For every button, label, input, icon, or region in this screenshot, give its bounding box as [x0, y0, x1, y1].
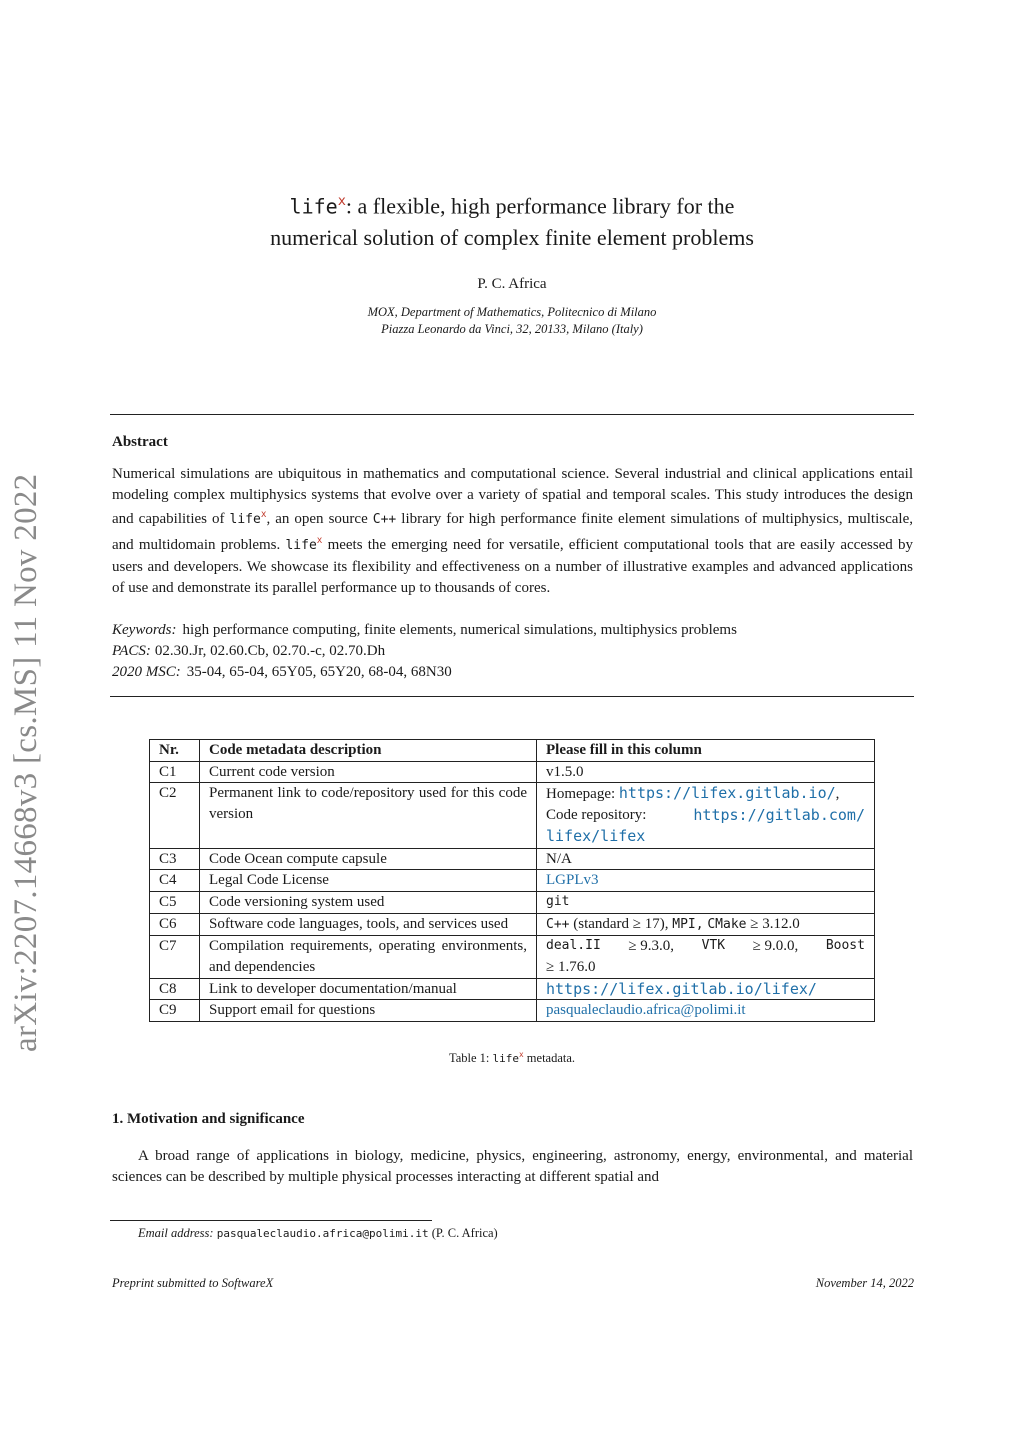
- table-header-row: [150, 740, 875, 762]
- metadata-table: [149, 739, 875, 1022]
- table-row: [150, 761, 875, 783]
- lifex-name: life: [492, 1052, 519, 1066]
- abstract-text-4: meets the emerging need for versatile, efficient computational tools that are easily accessed by users and developers. We showcase its flexibility and effectiveness on a number of illustrative examples and advanced applications of use and demonstrate its parallel performance up to thousands of cores.: [112, 537, 913, 596]
- table-row: [150, 848, 875, 870]
- title-lib-sup: x: [337, 193, 346, 209]
- row-value: Homepage: https://lifex.gitlab.io/, Code repository: https://gitlab.com/ lifex/lifex: [537, 783, 875, 848]
- table-header: Please fill in this column: [537, 740, 875, 762]
- row-nr: C8: [150, 978, 200, 1000]
- tool-cmake: CMake: [707, 916, 747, 932]
- row-desc: Current code version: [200, 761, 537, 783]
- row-desc: Code versioning system used: [200, 891, 537, 913]
- homepage-link[interactable]: https://lifex.gitlab.io/: [618, 784, 836, 803]
- preprint-date: November 14, 2022: [815, 1276, 914, 1290]
- license-link[interactable]: LGPLv3: [537, 870, 875, 892]
- abstract-text-3: library for high performance finite element simulations of multiphysics, multiscale, and multidomain problems.: [112, 511, 913, 554]
- row-nr: C3: [150, 848, 200, 870]
- dep-boost-version: ≥ 1.76.0: [546, 959, 596, 976]
- row-desc: Permanent link to code/repository used for this code version: [200, 783, 537, 848]
- repo-link-cont[interactable]: lifex/lifex: [546, 826, 646, 845]
- table-row: [150, 870, 875, 892]
- affiliation: [112, 304, 912, 338]
- row-nr: C5: [150, 891, 200, 913]
- row-desc: Code Ocean compute capsule: [200, 848, 537, 870]
- docs-link[interactable]: https://lifex.gitlab.io/lifex/: [537, 978, 875, 1000]
- affiliation-line2: Piazza Leonardo da Vinci, 32, 20133, Milano (Italy): [381, 322, 643, 336]
- dep-boost: Boost: [825, 938, 865, 954]
- dep-vtk-version: ≥ 9.0.0,: [752, 938, 799, 955]
- caption-suffix: metadata.: [526, 1051, 576, 1066]
- tool-cmake-version: ≥ 3.12.0: [750, 915, 800, 932]
- footnote-email[interactable]: pasqualeclaudio.africa@polimi.it: [216, 1227, 429, 1240]
- table-row: [150, 913, 875, 936]
- abstract-bottom-rule: [110, 696, 914, 697]
- preprint-note: Preprint submitted to SoftwareX: [112, 1276, 274, 1290]
- dep-vtk: VTK: [701, 938, 726, 954]
- title-lib-name: life: [289, 194, 338, 219]
- table-row: [150, 1000, 875, 1022]
- abstract-heading: Abstract: [112, 434, 168, 450]
- support-email-link[interactable]: pasqualeclaudio.africa@polimi.it: [537, 1000, 875, 1022]
- pacs-value: 02.30.Jr, 02.60.Cb, 02.70.-c, 02.70.Dh: [154, 643, 386, 659]
- keywords-line: [112, 620, 913, 641]
- section-paragraph: A broad range of applications in biology, medicine, physics, engineering, astronomy, energy, environmental, and material sciences can be described by multiple physical processes interacting at different spatial and: [112, 1148, 913, 1185]
- footnote: [138, 1226, 498, 1241]
- row-nr: C6: [150, 913, 200, 936]
- footnote-rule: [110, 1220, 432, 1221]
- arxiv-stamp: arXiv:2207.14668v3 [cs.MS] 11 Nov 2022: [8, 473, 44, 1052]
- abstract-body: [112, 464, 913, 598]
- msc-value: 35-04, 65-04, 65Y05, 65Y20, 68-04, 68N30: [186, 664, 452, 680]
- lifex-name: life: [285, 538, 317, 554]
- lang-cpp: C++: [546, 916, 570, 932]
- table-header: Nr.: [150, 740, 200, 762]
- row-nr: C9: [150, 1000, 200, 1022]
- row-desc: Compilation requirements, operating environments, and dependencies: [200, 936, 537, 978]
- msc-label: 2020 MSC:: [112, 664, 181, 680]
- row-desc: Software code languages, tools, and services used: [200, 913, 537, 936]
- table-caption: [112, 1050, 912, 1066]
- row-nr: C2: [150, 783, 200, 848]
- footnote-label: Email address:: [138, 1226, 214, 1240]
- pacs-line: [112, 641, 913, 662]
- section-heading: 1. Motivation and significance: [112, 1111, 305, 1127]
- row-value: git: [537, 891, 875, 913]
- lifex-sup: x: [316, 535, 323, 547]
- row-value: N/A: [537, 848, 875, 870]
- abstract-top-rule: [110, 414, 914, 415]
- abstract-text-1: Numerical simulations are ubiquitous in mathematics and computational science. Several industrial and clinical applications entail modeling complex multiphysics systems that evolve over a variety of spatial and temporal scales. This study introduces the design and capabilities of: [112, 466, 913, 528]
- table-row: [150, 783, 875, 848]
- lang-std: (standard ≥ 17),: [573, 915, 669, 932]
- row-desc: Legal Code License: [200, 870, 537, 892]
- dep-dealii: deal.II: [546, 938, 601, 954]
- repo-label: Code repository:: [546, 807, 647, 824]
- row-desc: Support email for questions: [200, 1000, 537, 1022]
- cpp-label: C++: [372, 512, 397, 528]
- author: P. C. Africa: [477, 276, 547, 292]
- tool-mpi: MPI,: [672, 916, 704, 932]
- table-header: Code metadata description: [200, 740, 537, 762]
- lifex-sup: x: [260, 509, 267, 521]
- row-value: [537, 936, 875, 978]
- lifex-sup: x: [519, 1050, 524, 1059]
- paper-title: [112, 186, 912, 253]
- title-line1: : a flexible, high performance library for the: [345, 193, 735, 219]
- dep-dealii-version: ≥ 9.3.0,: [628, 938, 675, 955]
- table-row: [150, 936, 875, 978]
- repo-link[interactable]: https://gitlab.com/: [693, 806, 865, 825]
- msc-line: [112, 662, 913, 683]
- affiliation-line1: MOX, Department of Mathematics, Politecnico di Milano: [367, 305, 657, 319]
- title-line2: numerical solution of complex finite element problems: [270, 225, 754, 251]
- keywords-label: Keywords:: [112, 622, 177, 638]
- keywords-value: high performance computing, finite elements, numerical simulations, multiphysics problems: [182, 622, 737, 638]
- table-row: [150, 891, 875, 913]
- homepage-label: Homepage:: [546, 786, 616, 803]
- abstract-text-2: , an open source: [266, 511, 373, 528]
- row-nr: C4: [150, 870, 200, 892]
- row-nr: C7: [150, 936, 200, 978]
- caption-prefix: Table 1:: [448, 1051, 490, 1066]
- lifex-name: life: [229, 512, 261, 528]
- row-value: v1.5.0: [537, 761, 875, 783]
- pacs-label: PACS:: [112, 643, 151, 659]
- row-desc: Link to developer documentation/manual: [200, 978, 537, 1000]
- table-row: [150, 978, 875, 1000]
- footnote-suffix: (P. C. Africa): [431, 1226, 498, 1240]
- row-nr: C1: [150, 761, 200, 783]
- row-value: [537, 913, 875, 936]
